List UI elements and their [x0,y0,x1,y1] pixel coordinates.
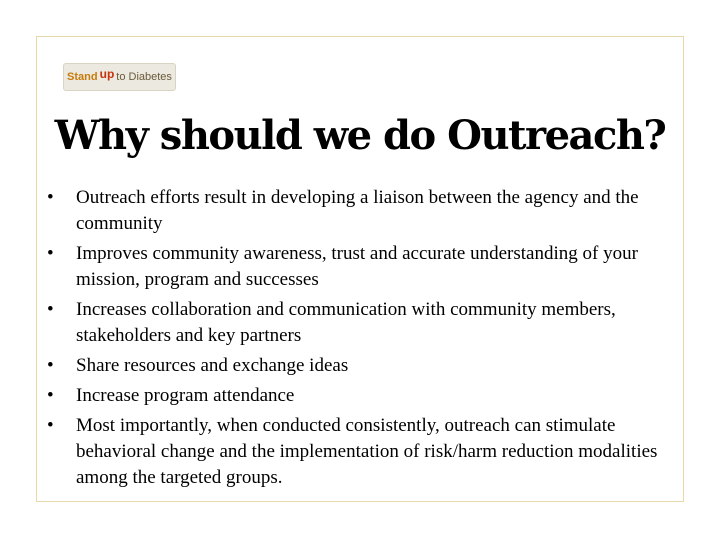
bullet-item [44,383,684,409]
bullet-text: Outreach efforts result in developing a liaison between the agency and the community [76,187,639,234]
slide-title: Why should we do Outreach? [54,112,666,159]
bullet-dot: • [47,243,54,264]
bullet-dot: • [47,415,54,436]
bullet-item [44,241,684,293]
bullet-list [44,185,684,495]
logo-word-to-diabetes: to Diabetes [116,71,172,83]
stand-up-to-diabetes-logo [63,63,176,91]
bullet-item [44,353,684,379]
bullet-text: Increases collaboration and communication with community members, stakeholders and key partners [76,299,616,346]
logo-word-stand: Stand [67,71,98,83]
bullet-item [44,297,684,349]
bullet-dot: • [47,299,54,320]
bullet-text: Most importantly, when conducted consistently, outreach can stimulate behavioral change and the implementation of risk/harm reduction modalities among the targeted groups. [76,415,658,488]
bullet-dot: • [47,355,54,376]
bullet-text: Increase program attendance [76,385,295,406]
bullet-text: Share resources and exchange ideas [76,355,349,376]
bullet-text: Improves community awareness, trust and accurate understanding of your mission, program and successes [76,243,638,290]
bullet-item [44,185,684,237]
bullet-dot: • [47,187,54,208]
bullet-item [44,413,684,491]
bullet-dot: • [47,385,54,406]
logo-word-up: up [99,67,115,81]
